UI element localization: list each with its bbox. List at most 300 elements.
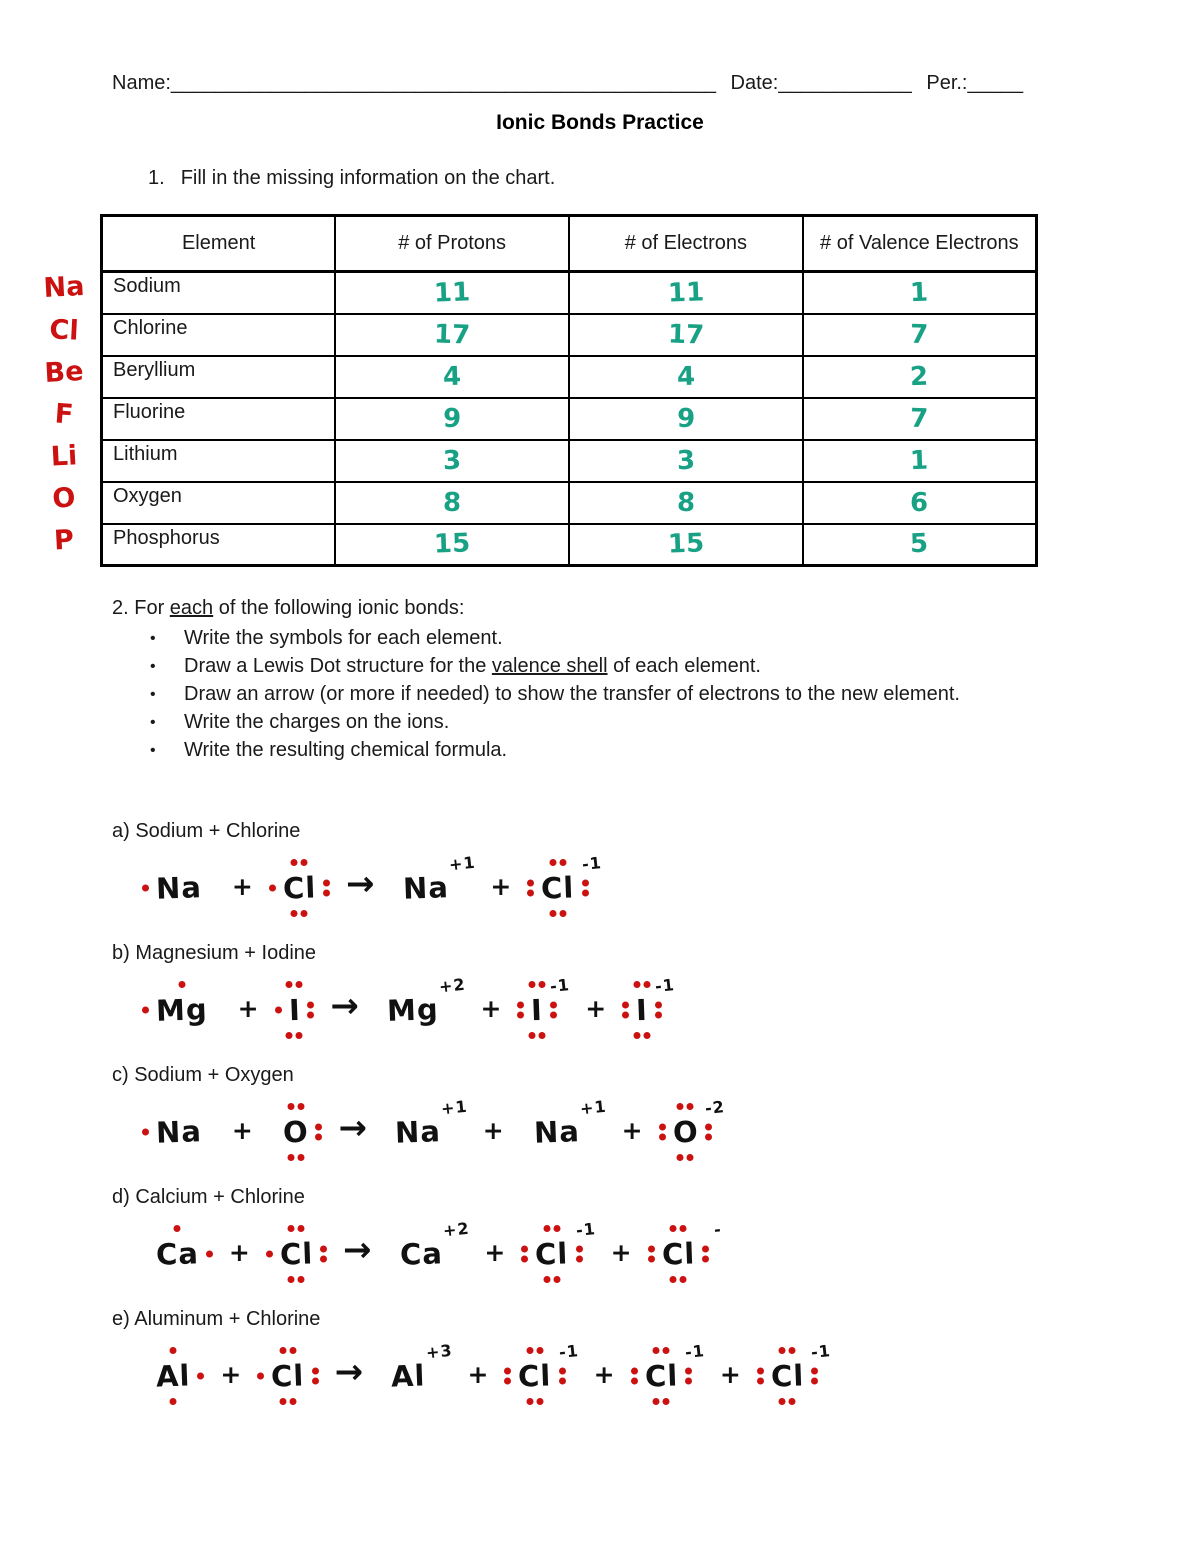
valence-cell bbox=[803, 398, 1037, 440]
electron-dots-l bbox=[517, 1002, 524, 1019]
electron-dots-r bbox=[197, 1373, 204, 1380]
electron-dot bbox=[320, 1246, 327, 1253]
element-symbol: Mg bbox=[155, 992, 209, 1028]
electron-dot bbox=[323, 890, 330, 897]
element-symbol: Cl bbox=[540, 870, 576, 906]
protons-cell bbox=[335, 482, 569, 524]
problem-label: e) Aluminum + Chlorine bbox=[112, 1308, 321, 1330]
plus-sign: + bbox=[231, 1115, 253, 1145]
element-symbol: I bbox=[287, 992, 301, 1028]
element-table-zone bbox=[42, 214, 1038, 567]
handwritten-equation bbox=[142, 847, 1200, 929]
ion-charge: +2 bbox=[438, 974, 467, 997]
lewis-structure-na-ion bbox=[389, 852, 477, 918]
question-1-text: Fill in the missing information on the chart. bbox=[180, 167, 556, 189]
electron-dot bbox=[142, 885, 149, 892]
electron-dot bbox=[634, 1032, 641, 1039]
electron-dot bbox=[287, 1154, 294, 1161]
bullet-underlined: valence shell bbox=[491, 655, 608, 677]
lewis-structure-na-ion bbox=[381, 1096, 469, 1162]
ion-charge: -1 bbox=[549, 975, 572, 996]
electron-dot bbox=[687, 1103, 694, 1110]
ion-charge: -1 bbox=[654, 975, 676, 996]
bullet-item bbox=[150, 625, 1010, 652]
element-symbol: Cl bbox=[534, 1236, 570, 1272]
electron-dot bbox=[653, 1398, 660, 1405]
electron-dots-l bbox=[257, 1373, 264, 1380]
electron-dot bbox=[279, 1398, 286, 1405]
problem-label: d) Calcium + Chlorine bbox=[112, 1186, 305, 1208]
electron-dot bbox=[677, 1154, 684, 1161]
electron-dots-t bbox=[174, 1225, 181, 1232]
col-header-element: Element bbox=[102, 216, 336, 272]
element-symbol: I bbox=[635, 992, 649, 1028]
electron-dots-r bbox=[705, 1124, 712, 1141]
electron-dot bbox=[539, 1032, 546, 1039]
reaction-arrow-icon: → bbox=[330, 986, 357, 1026]
electron-dot bbox=[504, 1368, 511, 1375]
electrons-cell bbox=[569, 272, 803, 314]
question-2-post: of the following ionic bonds: bbox=[213, 597, 465, 619]
lewis-structure-o bbox=[269, 1102, 323, 1162]
electron-dot bbox=[174, 1225, 181, 1232]
plus-sign: + bbox=[220, 1359, 242, 1389]
electron-dots-t bbox=[527, 1347, 544, 1354]
electron-dot bbox=[288, 1225, 295, 1232]
period-label: Per.: bbox=[926, 72, 968, 94]
element-symbol: Ca bbox=[155, 1236, 200, 1272]
question-1-number: 1. bbox=[148, 167, 165, 189]
element-symbol: Ca bbox=[398, 1236, 443, 1272]
electron-dot bbox=[677, 1103, 684, 1110]
element-symbol: Al bbox=[155, 1358, 191, 1394]
electron-dots-b bbox=[170, 1398, 177, 1405]
table-row bbox=[102, 314, 1037, 356]
electron-dot bbox=[529, 1032, 536, 1039]
problem-b bbox=[112, 942, 1200, 1051]
electron-dot bbox=[312, 1368, 319, 1375]
handwritten-protons: 15 bbox=[433, 528, 471, 560]
electron-dots-l bbox=[504, 1368, 511, 1385]
electron-dot bbox=[307, 1012, 314, 1019]
valence-cell bbox=[803, 356, 1037, 398]
table-row bbox=[102, 398, 1037, 440]
protons-cell bbox=[335, 272, 569, 314]
question-2-underlined: each bbox=[169, 597, 214, 619]
handwritten-valence: 1 bbox=[909, 277, 929, 309]
element-symbol: O bbox=[671, 1114, 699, 1150]
lewis-structure-cl bbox=[257, 1346, 318, 1406]
lewis-structure-cl bbox=[269, 858, 330, 918]
problem-label: c) Sodium + Oxygen bbox=[112, 1064, 294, 1086]
electron-dots-t bbox=[529, 981, 546, 988]
lewis-structure-i-ion bbox=[517, 975, 572, 1040]
handwritten-valence: 7 bbox=[909, 403, 929, 434]
table-header-row bbox=[102, 216, 1037, 272]
protons-cell bbox=[335, 356, 569, 398]
electron-dot bbox=[789, 1347, 796, 1354]
electron-dot bbox=[517, 1002, 524, 1009]
electron-dots-t bbox=[670, 1225, 687, 1232]
electron-dot bbox=[685, 1378, 692, 1385]
reaction-arrow-icon: → bbox=[346, 864, 373, 904]
electron-dot bbox=[648, 1246, 655, 1253]
electron-dot bbox=[301, 910, 308, 917]
electron-dots-t bbox=[543, 1225, 560, 1232]
electron-dot bbox=[631, 1368, 638, 1375]
electron-dot bbox=[537, 1398, 544, 1405]
electron-dots-b bbox=[291, 910, 308, 917]
electron-dot bbox=[549, 859, 556, 866]
electron-dot bbox=[170, 1347, 177, 1354]
element-symbol: Cl bbox=[517, 1358, 553, 1394]
bullet-item bbox=[150, 709, 1010, 736]
electron-dot bbox=[297, 1154, 304, 1161]
table-row bbox=[102, 524, 1037, 566]
electrons-cell bbox=[569, 440, 803, 482]
electron-dot bbox=[663, 1347, 670, 1354]
lewis-structure-mg bbox=[142, 980, 222, 1040]
electron-dots-b bbox=[287, 1154, 304, 1161]
handwritten-protons: 17 bbox=[433, 318, 471, 351]
electron-dot bbox=[757, 1378, 764, 1385]
lewis-structure-cl-ion bbox=[648, 1219, 723, 1284]
date-blank-field[interactable]: ____________ bbox=[778, 72, 912, 94]
element-symbol: Cl bbox=[270, 1358, 306, 1394]
electron-dot bbox=[648, 1256, 655, 1263]
electron-dots-b bbox=[286, 1032, 303, 1039]
valence-cell bbox=[803, 314, 1037, 356]
electron-dots-b bbox=[634, 1032, 651, 1039]
question-2-pre: 2. For bbox=[112, 597, 170, 619]
electron-dots-r bbox=[576, 1246, 583, 1263]
ion-charge: -1 bbox=[684, 1341, 706, 1362]
element-symbol: Cl bbox=[660, 1236, 696, 1272]
element-name: Phosphorus bbox=[102, 524, 336, 566]
handwritten-protons: 9 bbox=[442, 403, 462, 434]
electron-dot bbox=[659, 1124, 666, 1131]
handwritten-protons: 4 bbox=[442, 361, 462, 392]
electrons-cell bbox=[569, 314, 803, 356]
electron-dot bbox=[670, 1225, 677, 1232]
electron-dot bbox=[269, 885, 276, 892]
lewis-structure-ca-ion bbox=[386, 1218, 471, 1284]
electron-dots-t bbox=[634, 981, 651, 988]
lewis-structure-o-ion bbox=[659, 1097, 727, 1162]
electron-dot bbox=[521, 1256, 528, 1263]
valence-cell bbox=[803, 482, 1037, 524]
electron-dots-b bbox=[677, 1154, 694, 1161]
electron-dot bbox=[622, 1012, 629, 1019]
plus-sign: + bbox=[482, 1115, 504, 1145]
bullet-item bbox=[150, 653, 1010, 680]
electron-dot bbox=[655, 1012, 662, 1019]
electrons-cell bbox=[569, 356, 803, 398]
element-symbol: Na bbox=[401, 870, 449, 906]
electron-dots-r bbox=[307, 1002, 314, 1019]
plus-sign: + bbox=[231, 871, 253, 901]
element-symbol: Cl bbox=[644, 1358, 679, 1394]
electron-dots-r bbox=[320, 1246, 327, 1263]
date-label: Date: bbox=[730, 72, 779, 94]
reaction-arrow-icon: → bbox=[343, 1230, 370, 1270]
element-symbol: Na bbox=[155, 870, 203, 906]
lewis-structure-cl-ion bbox=[527, 853, 603, 918]
lewis-structure-cl-ion bbox=[504, 1341, 580, 1406]
electron-dots-l bbox=[622, 1002, 629, 1019]
lewis-structure-ca bbox=[142, 1224, 213, 1284]
handwritten-electrons: 15 bbox=[667, 528, 705, 560]
electron-dot bbox=[811, 1378, 818, 1385]
handwritten-electrons: 17 bbox=[667, 318, 705, 351]
electron-dot bbox=[279, 1347, 286, 1354]
margin-symbol-phosphorus: P bbox=[53, 524, 75, 557]
electron-dot bbox=[297, 1103, 304, 1110]
electron-dots-t bbox=[288, 1225, 305, 1232]
lewis-structure-al-ion bbox=[377, 1340, 454, 1406]
protons-cell bbox=[335, 398, 569, 440]
electron-dot bbox=[307, 1002, 314, 1009]
table-row bbox=[102, 272, 1037, 314]
electron-dot bbox=[705, 1124, 712, 1131]
electrons-cell bbox=[569, 398, 803, 440]
handwritten-equation bbox=[142, 1335, 1200, 1417]
valence-cell bbox=[803, 272, 1037, 314]
electron-dots-t bbox=[549, 859, 566, 866]
handwritten-valence: 1 bbox=[909, 445, 929, 476]
lewis-structure-cl bbox=[266, 1224, 327, 1284]
electron-dot bbox=[559, 1378, 566, 1385]
electron-dot bbox=[289, 1398, 296, 1405]
element-symbol: I bbox=[530, 992, 544, 1028]
handwritten-protons: 11 bbox=[433, 277, 471, 309]
col-header-valence: # of Valence Electrons bbox=[803, 216, 1037, 272]
electron-dot bbox=[559, 1368, 566, 1375]
electron-dots-b bbox=[653, 1398, 670, 1405]
electron-dot bbox=[680, 1276, 687, 1283]
electron-dot bbox=[320, 1256, 327, 1263]
electron-dots-t bbox=[279, 1347, 296, 1354]
electron-dots-r bbox=[323, 880, 330, 897]
ion-charge: +1 bbox=[440, 1096, 469, 1119]
electron-dots-l bbox=[266, 1251, 273, 1258]
electron-dot bbox=[286, 1032, 293, 1039]
electron-dot bbox=[529, 981, 536, 988]
lewis-structure-cl-ion bbox=[521, 1219, 597, 1284]
handwritten-valence: 2 bbox=[909, 361, 929, 392]
electron-dots-l bbox=[648, 1246, 655, 1263]
reaction-arrow-icon: → bbox=[334, 1352, 362, 1392]
handwritten-equation bbox=[142, 1091, 1200, 1173]
bullet-text: Write the resulting chemical formula. bbox=[184, 739, 508, 761]
electron-dot bbox=[757, 1368, 764, 1375]
electron-dot bbox=[576, 1246, 583, 1253]
bullet-text: Draw an arrow (or more if needed) to show the transfer of electrons to the new element. bbox=[184, 683, 960, 705]
electron-dot bbox=[543, 1225, 550, 1232]
electron-dot bbox=[644, 1032, 651, 1039]
lewis-structure-al bbox=[142, 1346, 204, 1406]
electron-dots-b bbox=[279, 1398, 296, 1405]
electron-dot bbox=[549, 910, 556, 917]
plus-sign: + bbox=[593, 1359, 615, 1389]
lewis-structure-cl-ion bbox=[757, 1341, 832, 1406]
electron-dot bbox=[644, 981, 651, 988]
element-name: Beryllium bbox=[102, 356, 336, 398]
electron-dot bbox=[705, 1134, 712, 1141]
electron-dot bbox=[527, 890, 534, 897]
electron-dot bbox=[296, 1032, 303, 1039]
electron-dots-r bbox=[206, 1251, 213, 1258]
electron-dot bbox=[537, 1347, 544, 1354]
electron-dots-l bbox=[527, 880, 534, 897]
electron-dot bbox=[178, 981, 185, 988]
element-name: Lithium bbox=[102, 440, 336, 482]
ion-charge: +1 bbox=[579, 1096, 608, 1119]
problem-label: b) Magnesium + Iodine bbox=[112, 942, 317, 964]
margin-symbol-sodium: Na bbox=[42, 270, 86, 305]
margin-symbol-beryllium: Be bbox=[43, 356, 85, 389]
problem-c bbox=[112, 1064, 1200, 1173]
ion-charge: +1 bbox=[447, 852, 477, 875]
electron-dot bbox=[291, 859, 298, 866]
electron-dots-r bbox=[315, 1124, 322, 1141]
electron-dots-t bbox=[653, 1347, 670, 1354]
electron-dot bbox=[653, 1347, 660, 1354]
electron-dot bbox=[206, 1251, 213, 1258]
electron-dots-b bbox=[529, 1032, 546, 1039]
electron-dot bbox=[789, 1398, 796, 1405]
protons-cell bbox=[335, 440, 569, 482]
electron-dot bbox=[779, 1398, 786, 1405]
electron-dot bbox=[655, 1002, 662, 1009]
lewis-structure-na-ion bbox=[520, 1096, 608, 1162]
lewis-structure-na bbox=[142, 858, 216, 918]
col-header-protons: # of Protons bbox=[335, 216, 569, 272]
electrons-cell bbox=[569, 524, 803, 566]
problem-d bbox=[112, 1186, 1200, 1295]
protons-cell bbox=[335, 524, 569, 566]
name-blank-field[interactable]: _________________________________________________ bbox=[170, 72, 716, 94]
electron-dot bbox=[634, 981, 641, 988]
plus-sign: + bbox=[719, 1359, 741, 1389]
plus-sign: + bbox=[480, 993, 502, 1023]
electron-dot bbox=[622, 1002, 629, 1009]
electron-dot bbox=[296, 981, 303, 988]
period-blank-field[interactable]: _____ bbox=[967, 72, 1024, 94]
col-header-electrons: # of Electrons bbox=[569, 216, 803, 272]
electron-dots-l bbox=[521, 1246, 528, 1263]
electron-dots-b bbox=[549, 910, 566, 917]
element-symbol: Na bbox=[155, 1114, 203, 1150]
lewis-structure-i bbox=[275, 980, 315, 1040]
lewis-structure-mg-ion bbox=[373, 974, 467, 1040]
bullet-text: Draw a Lewis Dot structure for the bbox=[184, 655, 492, 677]
question-1 bbox=[148, 167, 1200, 190]
handwritten-valence: 5 bbox=[909, 528, 929, 560]
plus-sign: + bbox=[237, 993, 259, 1023]
electron-dot bbox=[553, 1276, 560, 1283]
page-title: Ionic Bonds Practice bbox=[496, 111, 704, 134]
electron-dot bbox=[685, 1368, 692, 1375]
electron-dots-t bbox=[178, 981, 185, 988]
element-symbol: Cl bbox=[282, 870, 317, 906]
electron-dot bbox=[680, 1225, 687, 1232]
handwritten-equation bbox=[142, 969, 1200, 1051]
electron-dots-b bbox=[670, 1276, 687, 1283]
bullet-item bbox=[150, 681, 1010, 708]
handwritten-electrons: 8 bbox=[676, 487, 696, 518]
electron-dot bbox=[670, 1276, 677, 1283]
handwritten-electrons: 3 bbox=[676, 445, 696, 476]
name-label: Name: bbox=[112, 72, 171, 94]
element-symbol: Al bbox=[390, 1358, 427, 1394]
electron-dots-r bbox=[655, 1002, 662, 1019]
problem-a bbox=[112, 820, 1200, 929]
handwritten-valence: 6 bbox=[909, 487, 929, 518]
problems-section bbox=[112, 820, 1200, 1417]
valence-cell bbox=[803, 440, 1037, 482]
ion-charge: -1 bbox=[810, 1341, 832, 1362]
bullet-text: Write the charges on the ions. bbox=[184, 711, 450, 733]
electron-dots-b bbox=[543, 1276, 560, 1283]
bullet-text: Write the symbols for each element. bbox=[184, 627, 503, 649]
electron-dot bbox=[582, 890, 589, 897]
margin-symbol-fluorine: F bbox=[53, 398, 75, 431]
element-name: Fluorine bbox=[102, 398, 336, 440]
element-table bbox=[100, 214, 1038, 567]
electron-dot bbox=[142, 1007, 149, 1014]
lewis-structure-cl-ion bbox=[631, 1341, 706, 1406]
handwritten-electrons: 4 bbox=[676, 361, 696, 392]
ion-charge: -1 bbox=[557, 1341, 580, 1362]
ion-charge: +3 bbox=[425, 1340, 454, 1363]
electron-dot bbox=[298, 1225, 305, 1232]
electron-dot bbox=[142, 1129, 149, 1136]
electron-dot bbox=[312, 1378, 319, 1385]
margin-symbol-oxygen: O bbox=[51, 482, 77, 515]
electron-dots-r bbox=[559, 1368, 566, 1385]
electron-dot bbox=[559, 859, 566, 866]
electron-dots-t bbox=[286, 981, 303, 988]
ion-charge: - bbox=[713, 1219, 723, 1240]
valence-cell bbox=[803, 524, 1037, 566]
plus-sign: + bbox=[467, 1359, 489, 1389]
electron-dot bbox=[631, 1378, 638, 1385]
electron-dot bbox=[527, 1347, 534, 1354]
element-name: Sodium bbox=[102, 272, 336, 314]
electron-dot bbox=[517, 1012, 524, 1019]
electron-dot bbox=[170, 1398, 177, 1405]
element-symbol: O bbox=[282, 1114, 310, 1150]
handwritten-protons: 8 bbox=[442, 487, 462, 518]
margin-symbol-chlorine: Cl bbox=[48, 314, 80, 347]
electron-dot bbox=[539, 981, 546, 988]
table-row bbox=[102, 356, 1037, 398]
handwritten-equation bbox=[142, 1213, 1200, 1295]
electron-dot bbox=[266, 1251, 273, 1258]
handwritten-electrons: 11 bbox=[667, 277, 705, 309]
electron-dot bbox=[663, 1398, 670, 1405]
electron-dots-r bbox=[582, 880, 589, 897]
lewis-structure-i-ion bbox=[622, 975, 676, 1040]
element-symbol: Na bbox=[533, 1114, 581, 1150]
electron-dot bbox=[527, 1398, 534, 1405]
electron-dots-b bbox=[527, 1398, 544, 1405]
electron-dot bbox=[559, 910, 566, 917]
electron-dots-r bbox=[811, 1368, 818, 1385]
electron-dots-r bbox=[685, 1368, 692, 1385]
margin-symbol-lithium: Li bbox=[49, 440, 79, 473]
